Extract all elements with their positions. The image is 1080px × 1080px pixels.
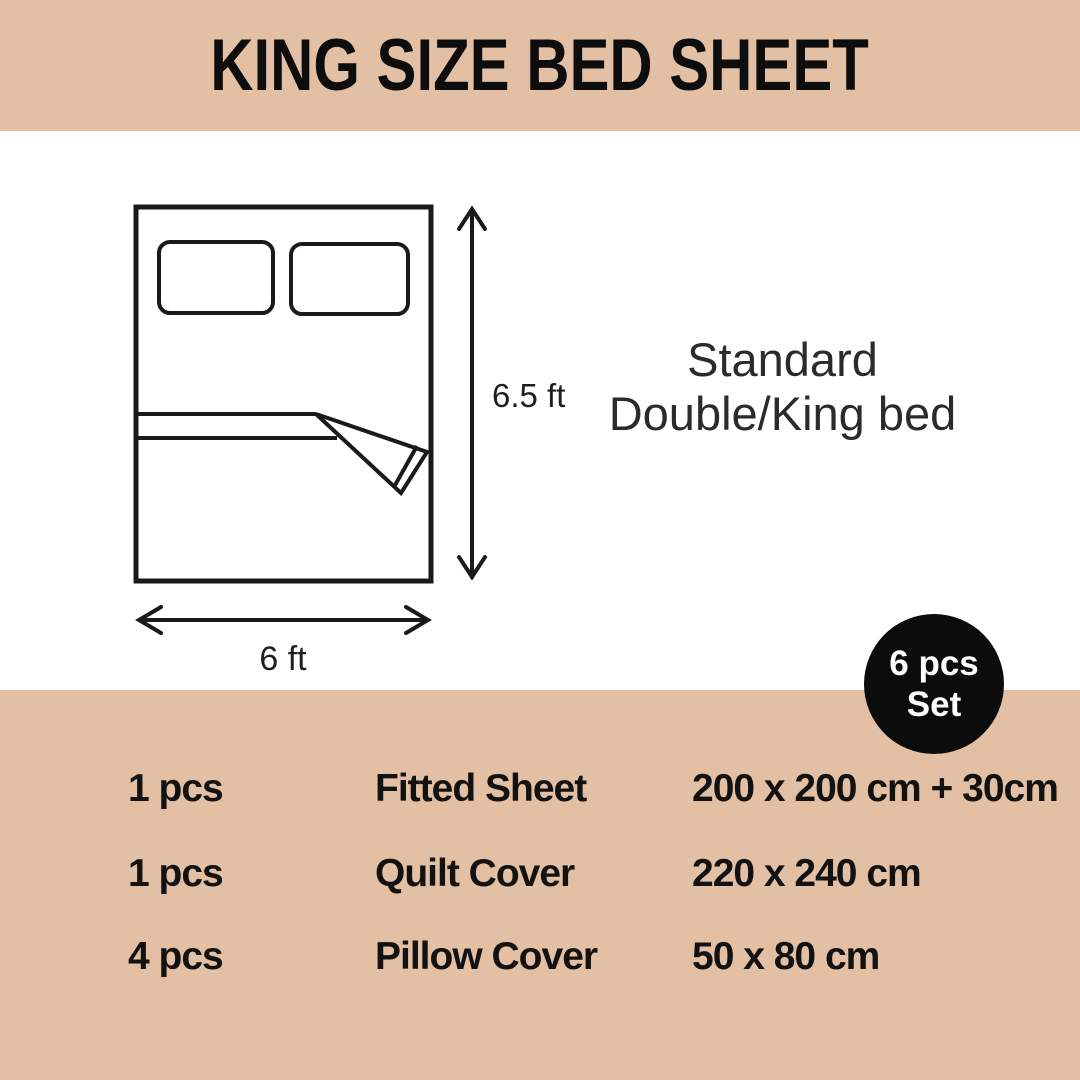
table-row	[0, 935, 1080, 983]
spec-size: 50 x 80 cm	[692, 935, 880, 978]
sheet-fold-corner	[316, 414, 427, 493]
height-arrow-icon	[459, 209, 485, 577]
width-arrow-icon	[139, 607, 428, 633]
spec-item: Fitted Sheet	[375, 767, 587, 810]
table-row	[0, 767, 1080, 815]
spec-item: Quilt Cover	[375, 852, 575, 895]
page-title: KING SIZE BED SHEET	[210, 25, 870, 106]
badge-line2: Set	[906, 685, 962, 724]
header-band	[0, 0, 1080, 131]
spec-item: Pillow Cover	[375, 935, 598, 978]
badge-line1: 6 pcs	[889, 644, 979, 683]
pillow-left-icon	[159, 242, 273, 313]
bed-outline	[136, 207, 431, 581]
bed-type-label	[565, 333, 1000, 441]
height-label: 6.5 ft	[492, 377, 566, 414]
spec-qty: 1 pcs	[128, 852, 223, 895]
width-label: 6 ft	[259, 640, 307, 678]
spec-qty: 1 pcs	[128, 767, 223, 810]
spec-size: 220 x 240 cm	[692, 852, 921, 895]
pcs-set-badge	[864, 614, 1004, 754]
bed-type-line2: Double/King bed	[608, 387, 957, 440]
pillow-right-icon	[291, 244, 408, 314]
sheet-fold-inner-line	[394, 446, 417, 487]
spec-qty: 4 pcs	[128, 935, 223, 978]
spec-size: 200 x 200 cm + 30cm	[692, 767, 1058, 810]
bed-type-line1: Standard	[687, 333, 878, 386]
table-row	[0, 852, 1080, 900]
